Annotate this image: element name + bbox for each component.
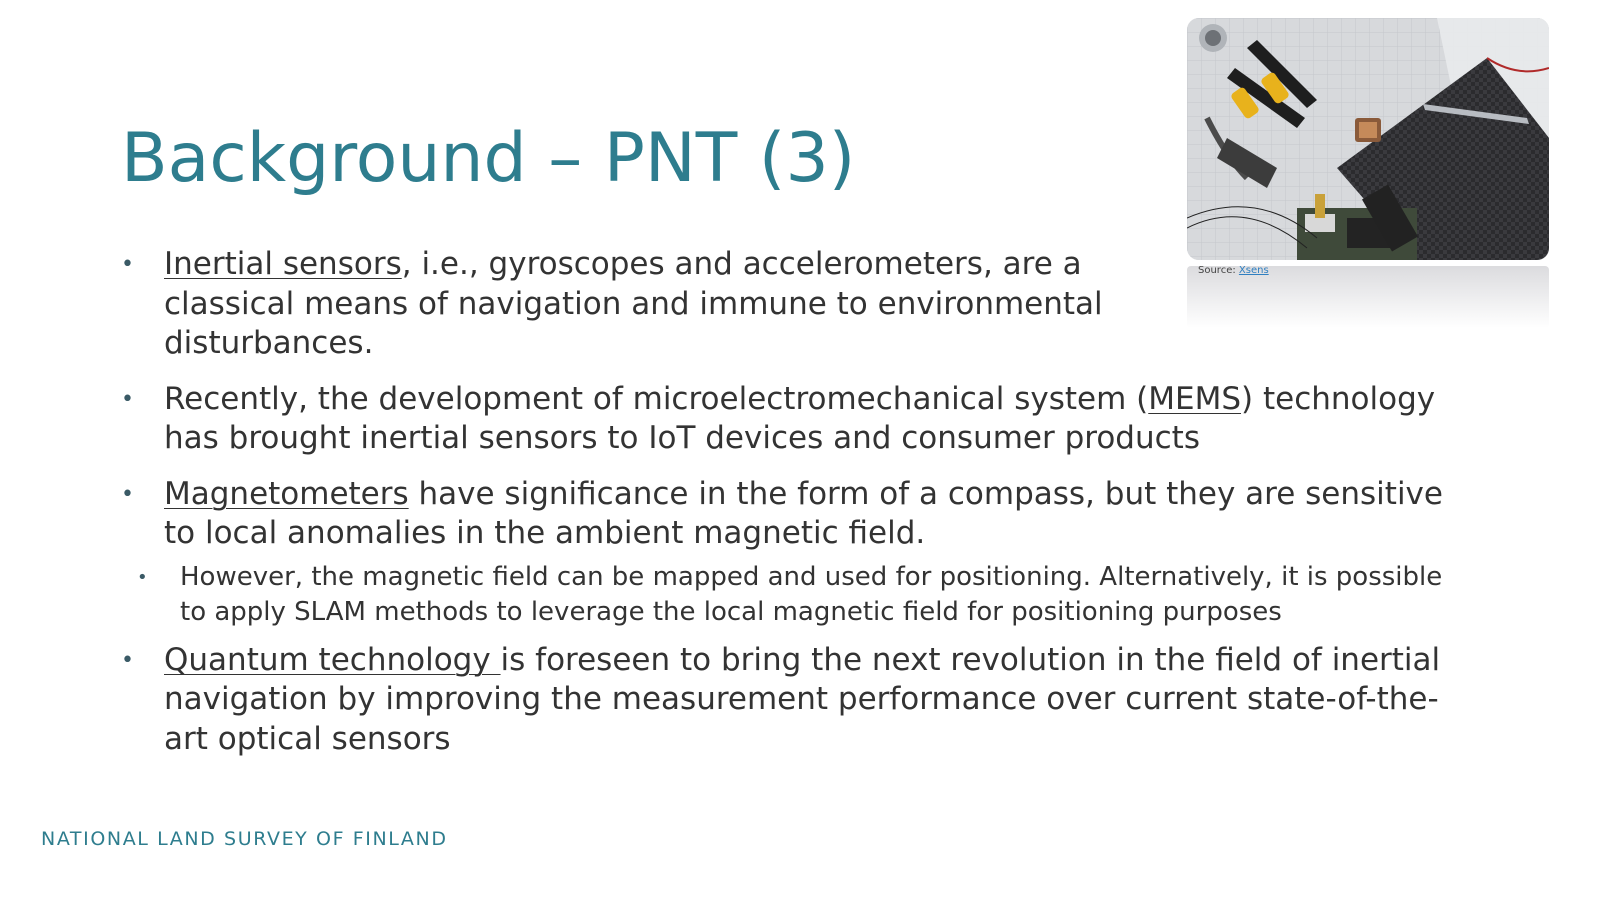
sub-bullet-magnetic-mapping bbox=[121, 560, 1451, 631]
bullet-text: Recently, the development of microelectromechanical system ( bbox=[164, 380, 1149, 417]
sensor-photo-frame bbox=[1187, 18, 1549, 328]
magnetometers-term: Magnetometers bbox=[164, 475, 409, 512]
bullet-text: ) technology has brought inertial sensors to IoT devices and consumer products bbox=[164, 380, 1436, 456]
bullet-text: , i.e., gyroscopes and accelerometers, are a classical means of navigation and immune to environmental disturbances. bbox=[164, 246, 1103, 361]
bullet-icon: • bbox=[121, 481, 134, 507]
electronics-illustration bbox=[1187, 18, 1549, 260]
sub-bullet-list bbox=[137, 560, 1451, 631]
slide-title: Background – PNT (3) bbox=[121, 119, 856, 198]
xsens-source-link[interactable]: Xsens bbox=[1238, 265, 1269, 276]
caption-prefix: Source: bbox=[1198, 265, 1239, 276]
bullet-magnetometers bbox=[121, 475, 1451, 631]
bullet-icon: • bbox=[121, 647, 134, 673]
bullet-mems bbox=[121, 380, 1451, 459]
bullet-text: have significance in the form of a compass, but they are sensitive to local anomalies in the ambient magnetic field. bbox=[164, 475, 1443, 551]
bullet-text: is foreseen to bring the next revolution in the field of inertial navigation by improving the measurement performance over current state-of-the-art optical sensors bbox=[164, 641, 1441, 757]
sub-bullet-text: However, the magnetic field can be mapped and used for positioning. Alternatively, it is possible to apply SLAM methods to leverage the local magnetic field for positioning purposes bbox=[180, 561, 1443, 627]
bullet-quantum bbox=[121, 641, 1451, 760]
footer-organization-name: NATIONAL LAND SURVEY OF FINLAND bbox=[41, 828, 448, 850]
bullet-icon: • bbox=[121, 386, 134, 412]
quantum-technology-term: Quantum technology bbox=[164, 641, 501, 678]
inertial-sensors-term: Inertial sensors bbox=[164, 246, 402, 282]
bullet-icon: • bbox=[137, 566, 148, 588]
mems-term: MEMS bbox=[1148, 380, 1242, 417]
bullet-icon: • bbox=[121, 252, 134, 277]
image-source-caption bbox=[1198, 265, 1269, 276]
sensor-electronics-photo bbox=[1187, 18, 1549, 260]
